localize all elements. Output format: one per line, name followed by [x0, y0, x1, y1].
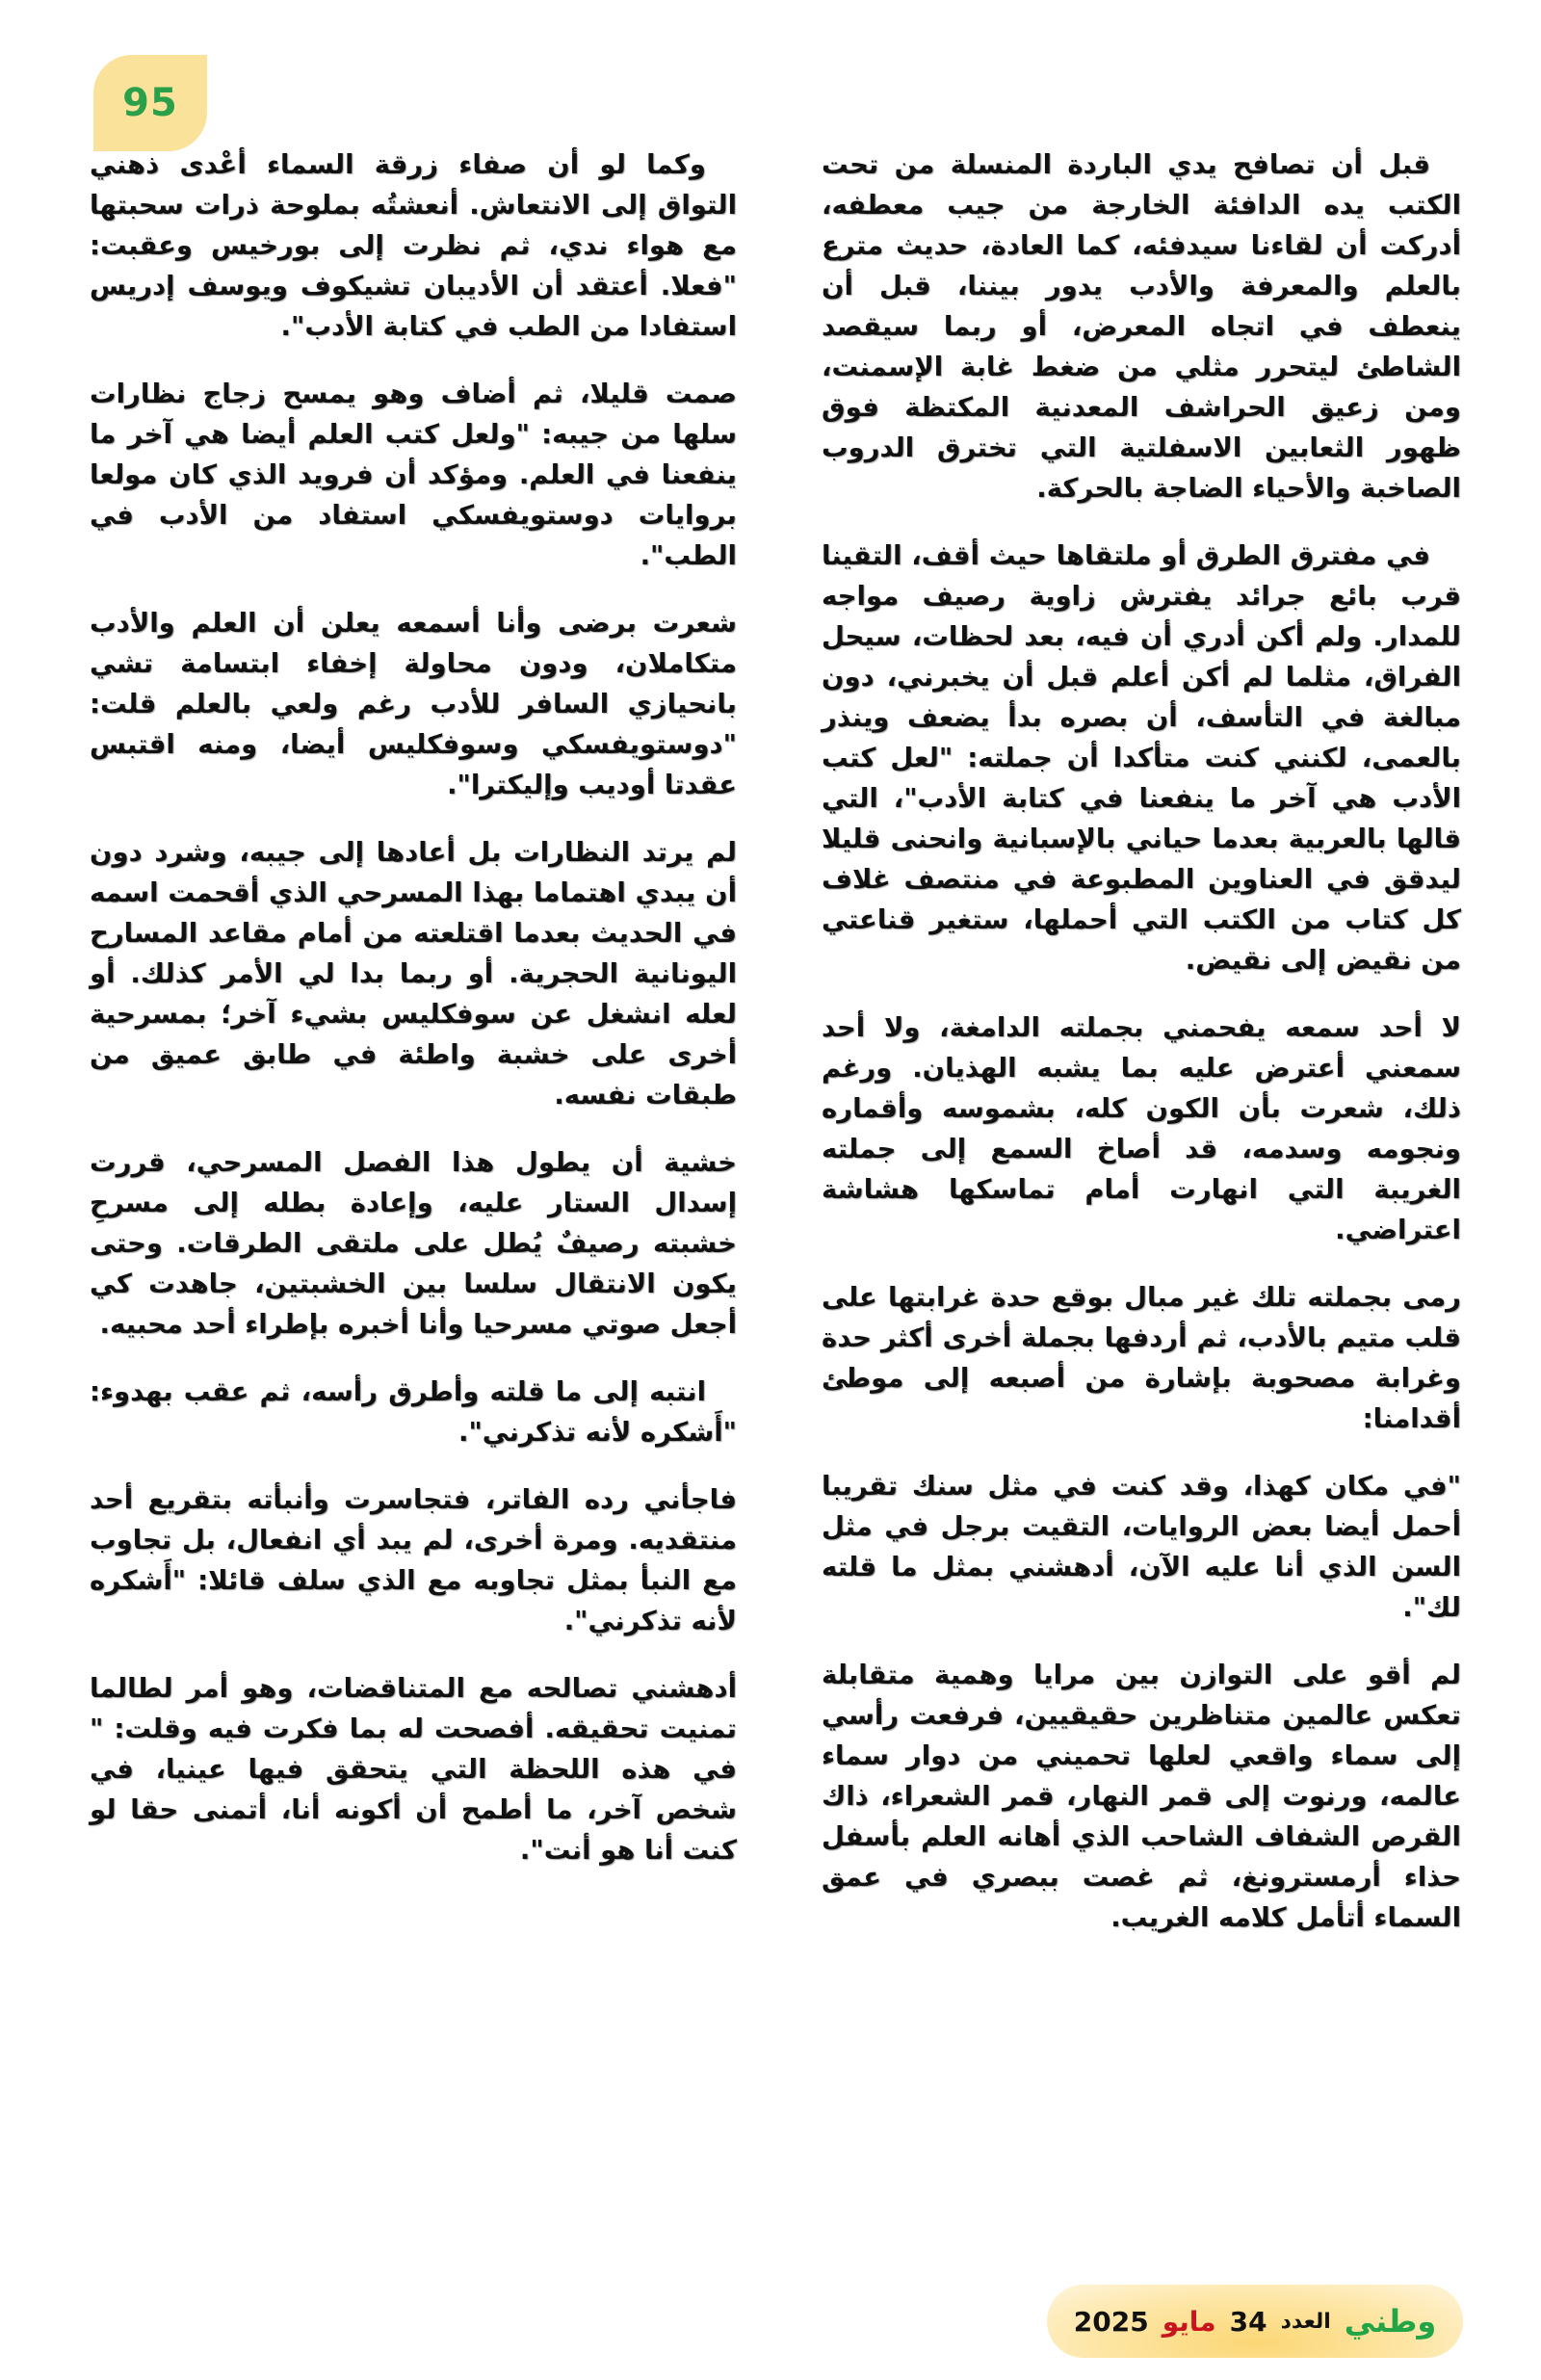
paragraph: فاجأني رده الفاتر، فتجاسرت وأنبأته بتقريع أحد منتقديه. ومرة أخرى، لم يبد أي انفعال، بل تجاوب مع النبأ بمثل تجاوبه مع الذي سلف قائلا: "أَشكره لأنه تذكرني".	[90, 1484, 737, 1636]
paragraph: لا أحد سمعه يفحمني بجملته الدامغة، ولا أحد سمعني أعترض عليه بما يشبه الهذيان. ورغم ذلك، شعرت بأن الكون كله، بشموسه وأقماره ونجومه وسدمه، قد أصاخ السمع إلى جملته الغريبة التي انهارت أمام تماسكها هشاشة اعتراضي.	[822, 1012, 1461, 1245]
page-number: 95	[122, 81, 178, 125]
issue-month: مايو	[1162, 2305, 1216, 2338]
paragraph: قبل أن تصافح يدي الباردة المنسلة من تحت الكتب يده الدافئة الخارجة من جيب معطفه، أدركت أن لقاءنا سيدفئه، كما العادة، حديث مترع بالعلم والمعرفة والأدب يدور بيننا، قبل أن ينعطف في اتجاه المعرض، أو ربما سيقصد الشاطئ ليتحرر مثلي من ضغط غابة الإسمنت، ومن زعيق الحراشف المعدنية المكتظة فوق ظهور الثعابين الاسفلتية التي تخترق الدروب الصاخبة والأحياء الضاجة بالحركة.	[822, 149, 1461, 504]
paragraph: خشية أن يطول هذا الفصل المسرحي، قررت إسدال الستار عليه، وإعادة بطله إلى مسرحِ خشبته رصيفٌ يُطل على ملتقى الطرقات. وحتى يكون الانتقال سلسا بين الخشبتين، جاهدت كي أجعل صوتي مسرحيا وأنا أخبره بإطراء أحد محبيه.	[90, 1147, 737, 1340]
magazine-brand: وطني	[1344, 2303, 1437, 2340]
paragraph: في مفترق الطرق أو ملتقاها حيث أقف، التقينا قرب بائع جرائد يفترش زاوية رصيف مواجه للمدار. ولم أكن أدري أن فيه، بعد لحظات، سيحل الفراق، مثلما لم أكن أعلم قبل أن يخبرني، دون مبالغة في التأسف، أن بصره بدأ يضعف وينذر بالعمى، لكنني كنت متأكدا أن جملته: "لعل كتب الأدب هي آخر ما ينفعنا في كتابة الأدب"، التي قالها بالعربية بعدما حياني بالإسبانية وانحنى قليلا ليدقق في العناوين المطبوعة في منتصف غلاف كل كتاب من الكتب التي أحملها، ستغير قناعتي من نقيض إلى نقيض.	[822, 540, 1461, 976]
page-number-badge	[93, 55, 207, 151]
paragraph: رمى بجملته تلك غير مبال بوقع حدة غرابتها على قلب متيم بالأدب، ثم أردفها بجملة أخرى أكثر حدة وغرابة مصحوبة بإشارة من أصبعه إلى موطئ أقدامنا:	[822, 1282, 1461, 1434]
paragraph: لم يرتد النظارات بل أعادها إلى جيبه، وشرد دون أن يبدي اهتماما بهذا المسرحي الذي أقحمت اسمه في الحديث بعدما اقتلعته من أمام مقاعد المسارح اليونانية الحجرية. أو ربما بدا لي الأمر كذلك. أو لعله انشغل عن سوفكليس بشيء آخر؛ بمسرحية أخرى على خشبة واطئة في طابق عميق من طبقات نفسه.	[90, 837, 737, 1111]
paragraph: وكما لو أن صفاء زرقة السماء أعْدى ذهني التواق إلى الانتعاش. أنعشتُه بملوحة ذرات سحبتها مع هواء ندي، ثم نظرت إلى بورخيس وعقبت: "فعلا. أعتقد أن الأديبان تشيكوف ويوسف إدريس استفادا من الطب في كتابة الأدب".	[90, 149, 737, 342]
article-column-right	[822, 144, 1461, 1965]
paragraph: لم أقو على التوازن بين مرايا وهمية متقابلة تعكس عالمين متناظرين حقيقيين، فرفعت رأسي إلى سماء واقعي لعلها تحميني من دوار سماء عالمه، ورنوت إلى قمر النهار، قمر الشعراء، ذاك القرص الشفاف الشاحب الذي أهانه العلم بأسفل حذاء أرمسترونغ، ثم غصت ببصري في عمق السماء أتأمل كلامه الغريب.	[822, 1660, 1461, 1933]
paragraph: "في مكان كهذا، وقد كنت في مثل سنك تقريبا أحمل أيضا بعض الروايات، التقيت برجل في مثل السن الذي أنا عليه الآن، أدهشني بمثل ما قلته لك".	[822, 1471, 1461, 1623]
issue-label: العدد	[1280, 2309, 1331, 2334]
paragraph: أدهشني تصالحه مع المتناقضات، وهو أمر لطالما تمنيت تحقيقه. أفصحت له بما فكرت فيه وقلت: " في هذه اللحظة التي يتحقق فيها عينيا، في شخص آخر، ما أطمح أن أكونه أنا، أتمنى حقا لو كنت أنا هو أنت".	[90, 1673, 737, 1866]
issue-year: 2025	[1073, 2305, 1149, 2338]
article-column-left	[90, 144, 737, 1897]
issue-number: 34	[1229, 2305, 1267, 2338]
paragraph: انتبه إلى ما قلته وأطرق رأسه، ثم عقب بهدوء: "أَشكره لأنه تذكرني".	[90, 1376, 737, 1448]
issue-footer	[1047, 2285, 1463, 2358]
paragraph: شعرت برضى وأنا أسمعه يعلن أن العلم والأدب متكاملان، ودون محاولة إخفاء ابتسامة تشي بانحيازي السافر للأدب رغم ولعي بالعلم قلت: "دوستويفسكي وسوفكليس أيضا، ومنه اقتبس عقدتا أوديب وإليكترا".	[90, 608, 737, 800]
paragraph: صمت قليلا، ثم أضاف وهو يمسح زجاج نظارات سلها من جيبه: "ولعل كتب العلم أيضا هي آخر ما ينفعنا في العلم. ومؤكد أن فرويد الذي كان مولعا بروايات دوستويفسكي استفاد من الأدب في الطب".	[90, 379, 737, 571]
